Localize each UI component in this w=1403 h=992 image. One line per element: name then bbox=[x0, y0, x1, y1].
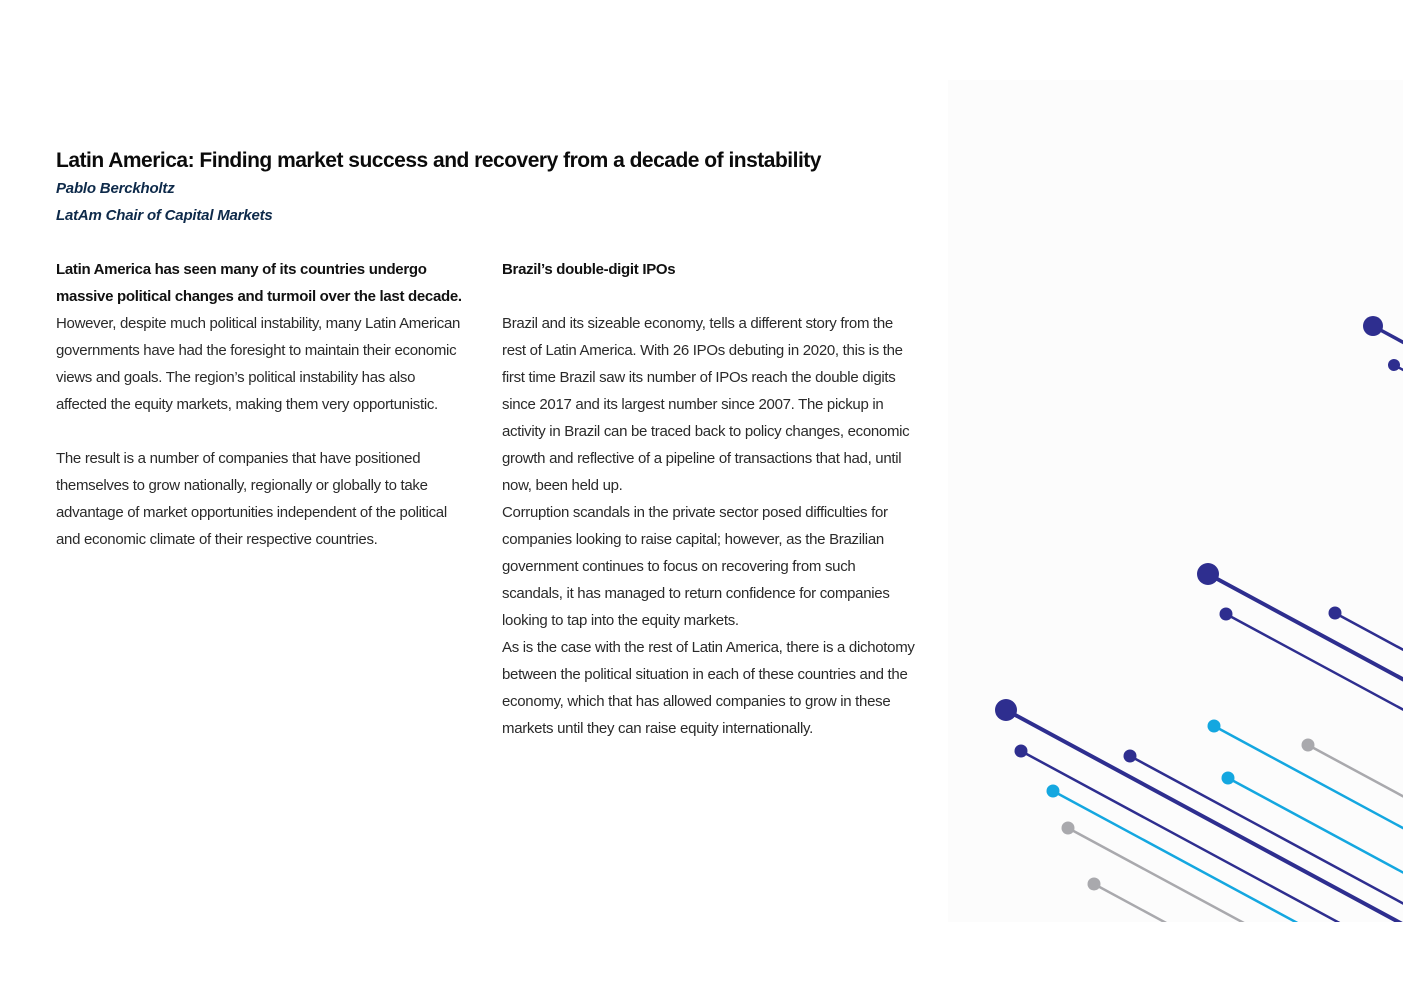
decorative-dot bbox=[1363, 316, 1383, 336]
decorative-dot bbox=[1220, 608, 1233, 621]
author-role: LatAm Chair of Capital Markets bbox=[56, 207, 273, 224]
decorative-dot bbox=[1388, 359, 1400, 371]
right-column bbox=[502, 256, 917, 742]
decorative-dot bbox=[1015, 745, 1028, 758]
decorative-line bbox=[1006, 710, 1403, 922]
decorative-line bbox=[1021, 751, 1403, 922]
decorative-dot bbox=[1197, 563, 1219, 585]
decorative-line bbox=[1130, 756, 1403, 922]
left-column bbox=[56, 256, 466, 553]
decorative-dot bbox=[1302, 739, 1315, 752]
lines-illustration bbox=[948, 80, 1403, 922]
decorative-lines-graphic bbox=[948, 80, 1403, 922]
intro-paragraph bbox=[56, 256, 466, 418]
line-group bbox=[995, 316, 1403, 922]
decorative-dot bbox=[1222, 772, 1235, 785]
dichotomy-paragraph: As is the case with the rest of Latin America, there is a dichotomy between the political situation in each of these countries and the economy, which that has allowed companies to grow in these markets until they can raise equity internationally. bbox=[502, 639, 915, 737]
decorative-dot bbox=[1047, 785, 1060, 798]
author-name: Pablo Berckholtz bbox=[56, 180, 175, 197]
result-paragraph: The result is a number of companies that have positioned themselves to grow nationally, regionally or globally to take advantage of market opportunities independent of the political and economic climate of their respective countries. bbox=[56, 450, 447, 548]
decorative-line bbox=[1335, 613, 1403, 894]
decorative-dot bbox=[1124, 750, 1137, 763]
decorative-dot bbox=[995, 699, 1017, 721]
decorative-dot bbox=[1208, 720, 1221, 733]
decorative-dot bbox=[1088, 878, 1101, 891]
intro-body: However, despite much political instability, many Latin American governments have had the foresight to maintain their economic views and goals. The region’s political instability has also affected the equity markets, making them very opportunistic. bbox=[56, 315, 461, 413]
brazil-paragraph: Brazil and its sizeable economy, tells a different story from the rest of Latin America. With 26 IPOs debuting in 2020, this is the first time Brazil saw its number of IPOs reach the double digits since 2017 and its largest number since 2007. The pickup in activity in Brazil can be traced back to policy changes, economic growth and reflective of a pipeline of transactions that had, until now, been held up. bbox=[502, 315, 910, 494]
decorative-line bbox=[1053, 791, 1403, 922]
decorative-line bbox=[1094, 884, 1403, 922]
section-heading: Brazil’s double-digit IPOs bbox=[502, 261, 676, 278]
intro-lead: Latin America has seen many of its countries undergo massive political changes and turmoil over the last decade. bbox=[56, 261, 462, 305]
decorative-dot bbox=[1329, 607, 1342, 620]
decorative-line bbox=[1394, 365, 1403, 646]
article-title: Latin America: Finding market success and recovery from a decade of instability bbox=[56, 149, 821, 172]
decorative-dot bbox=[1062, 822, 1075, 835]
decorative-line bbox=[1226, 614, 1403, 895]
corruption-paragraph: Corruption scandals in the private sector posed difficulties for companies looking to raise capital; however, as the Brazilian government continues to focus on recovering from such scandals, it has managed to return confidence for companies looking to tap into the equity markets. bbox=[502, 504, 890, 629]
